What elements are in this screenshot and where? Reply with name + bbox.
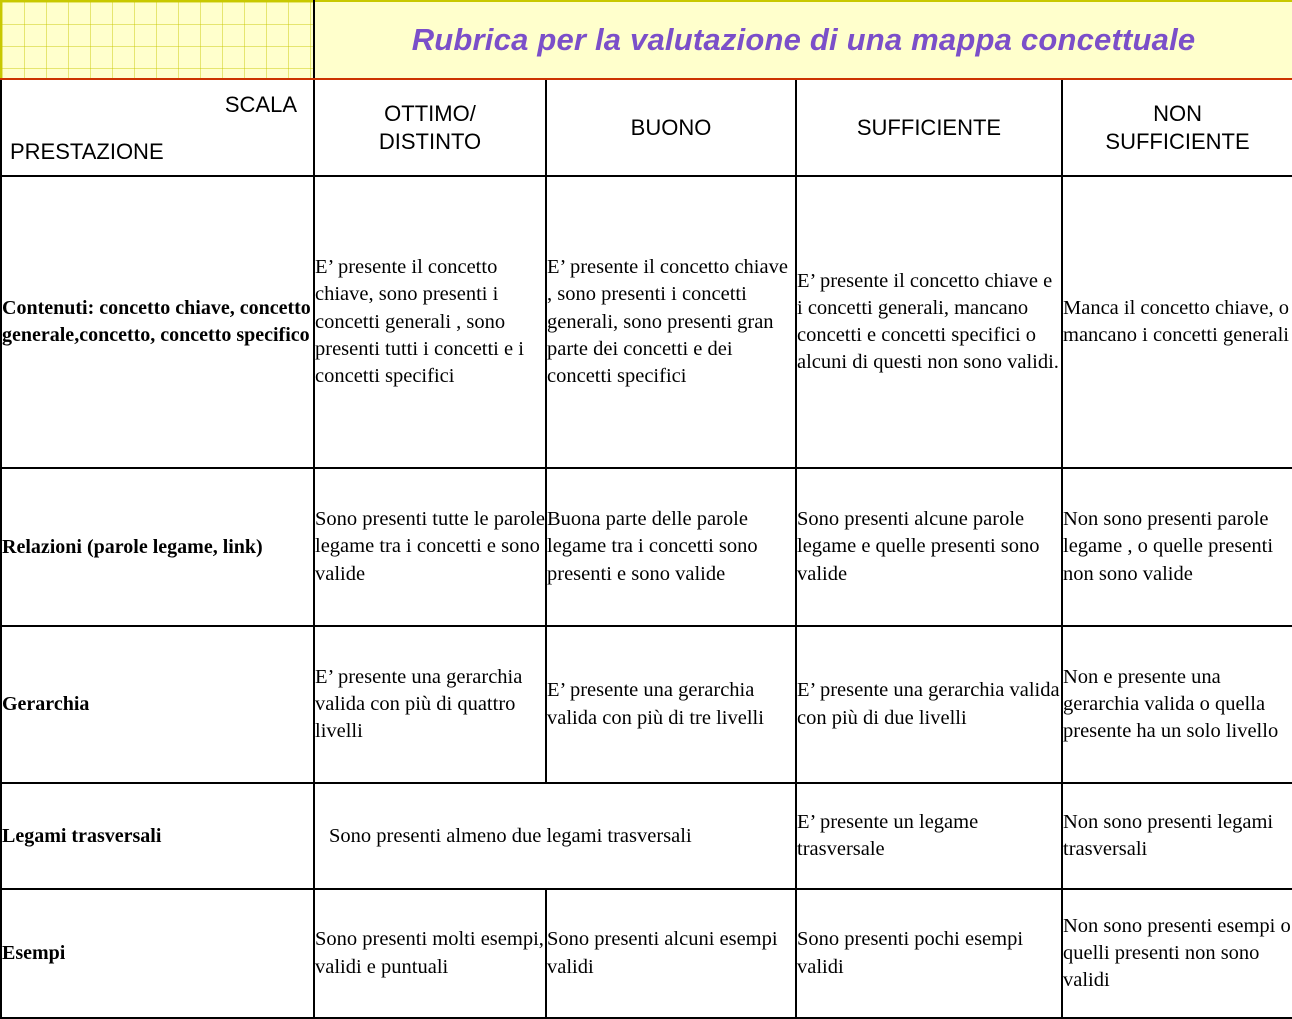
criterion-label-contenuti: Contenuti: concetto chiave, concetto generale,concetto, concetto specifico — [1, 176, 314, 468]
table-row — [1, 626, 1292, 783]
header-row — [1, 79, 1292, 176]
cell-gerarchia-buono: E’ presente una gerarchia valida con più di tre livelli — [546, 626, 796, 783]
cell-relazioni-non-sufficiente: Non sono presenti parole legame , o quelle presenti non sono valide — [1062, 468, 1292, 625]
column-header-line1: BUONO — [630, 114, 712, 140]
cell-relazioni-buono: Buona parte delle parole legame tra i concetti sono presenti e sono valide — [546, 468, 796, 625]
cell-legami-sufficiente: E’ presente un legame trasversale — [796, 783, 1062, 889]
cell-gerarchia-non-sufficiente: Non e presente una gerarchia valida o quella presente ha un solo livello — [1062, 626, 1292, 783]
column-header-line2: DISTINTO — [378, 128, 482, 154]
column-header-line1: NON — [1153, 101, 1202, 127]
column-header-ottimo-distinto — [314, 79, 546, 176]
column-header-non-sufficiente — [1062, 79, 1292, 176]
cell-legami-non-sufficiente: Non sono presenti legami trasversali — [1062, 783, 1292, 889]
column-header-sufficiente — [796, 79, 1062, 176]
cell-gerarchia-ottimo: E’ presente una gerarchia valida con più di quattro livelli — [314, 626, 546, 783]
table-row — [1, 889, 1292, 1018]
axis-header-cell — [1, 79, 314, 176]
column-header-line1: OTTIMO/ — [384, 101, 476, 127]
cell-esempi-ottimo: Sono presenti molti esempi, validi e puntuali — [314, 889, 546, 1018]
table-row — [1, 783, 1292, 889]
cell-contenuti-non-sufficiente: Manca il concetto chiave, o mancano i concetti generali — [1062, 176, 1292, 468]
page-title: Rubrica per la valutazione di una mappa concettuale — [411, 22, 1196, 58]
table-row — [1, 176, 1292, 468]
cell-legami-ottimo-buono: Sono presenti almeno due legami trasversali — [314, 783, 796, 889]
table-row — [1, 468, 1292, 625]
cell-relazioni-sufficiente: Sono presenti alcune parole legame e quelle presenti sono valide — [796, 468, 1062, 625]
cell-contenuti-buono: E’ presente il concetto chiave , sono presenti i concetti generali, sono presenti gran parte dei concetti e dei concetti specifici — [546, 176, 796, 468]
cell-esempi-buono: Sono presenti alcuni esempi validi — [546, 889, 796, 1018]
title-corner-blank — [1, 1, 314, 79]
criterion-label-gerarchia: Gerarchia — [1, 626, 314, 783]
cell-esempi-sufficiente: Sono presenti pochi esempi validi — [796, 889, 1062, 1018]
criterion-label-esempi: Esempi — [1, 889, 314, 1018]
cell-contenuti-sufficiente: E’ presente il concetto chiave e i concetti generali, mancano concetti e concetti specifici o alcuni di questi non sono validi. — [796, 176, 1062, 468]
scala-label: SCALA — [224, 92, 297, 118]
prestazione-label: PRESTAZIONE — [10, 138, 164, 164]
cell-gerarchia-sufficiente: E’ presente una gerarchia valida con più di due livelli — [796, 626, 1062, 783]
document-title-cell — [314, 1, 1292, 79]
title-row — [1, 1, 1292, 79]
column-header-line1: SUFFICIENTE — [856, 114, 1002, 140]
cell-contenuti-ottimo: E’ presente il concetto chiave, sono presenti i concetti generali , sono presenti tutti i concetti e i concetti specifici — [314, 176, 546, 468]
criterion-label-legami-trasversali: Legami trasversali — [1, 783, 314, 889]
cell-relazioni-ottimo: Sono presenti tutte le parole legame tra i concetti e sono valide — [314, 468, 546, 625]
criterion-label-relazioni: Relazioni (parole legame, link) — [1, 468, 314, 625]
column-header-line2: SUFFICIENTE — [1105, 128, 1250, 154]
cell-esempi-non-sufficiente: Non sono presenti esempi o quelli presenti non sono validi — [1062, 889, 1292, 1018]
column-header-buono — [546, 79, 796, 176]
